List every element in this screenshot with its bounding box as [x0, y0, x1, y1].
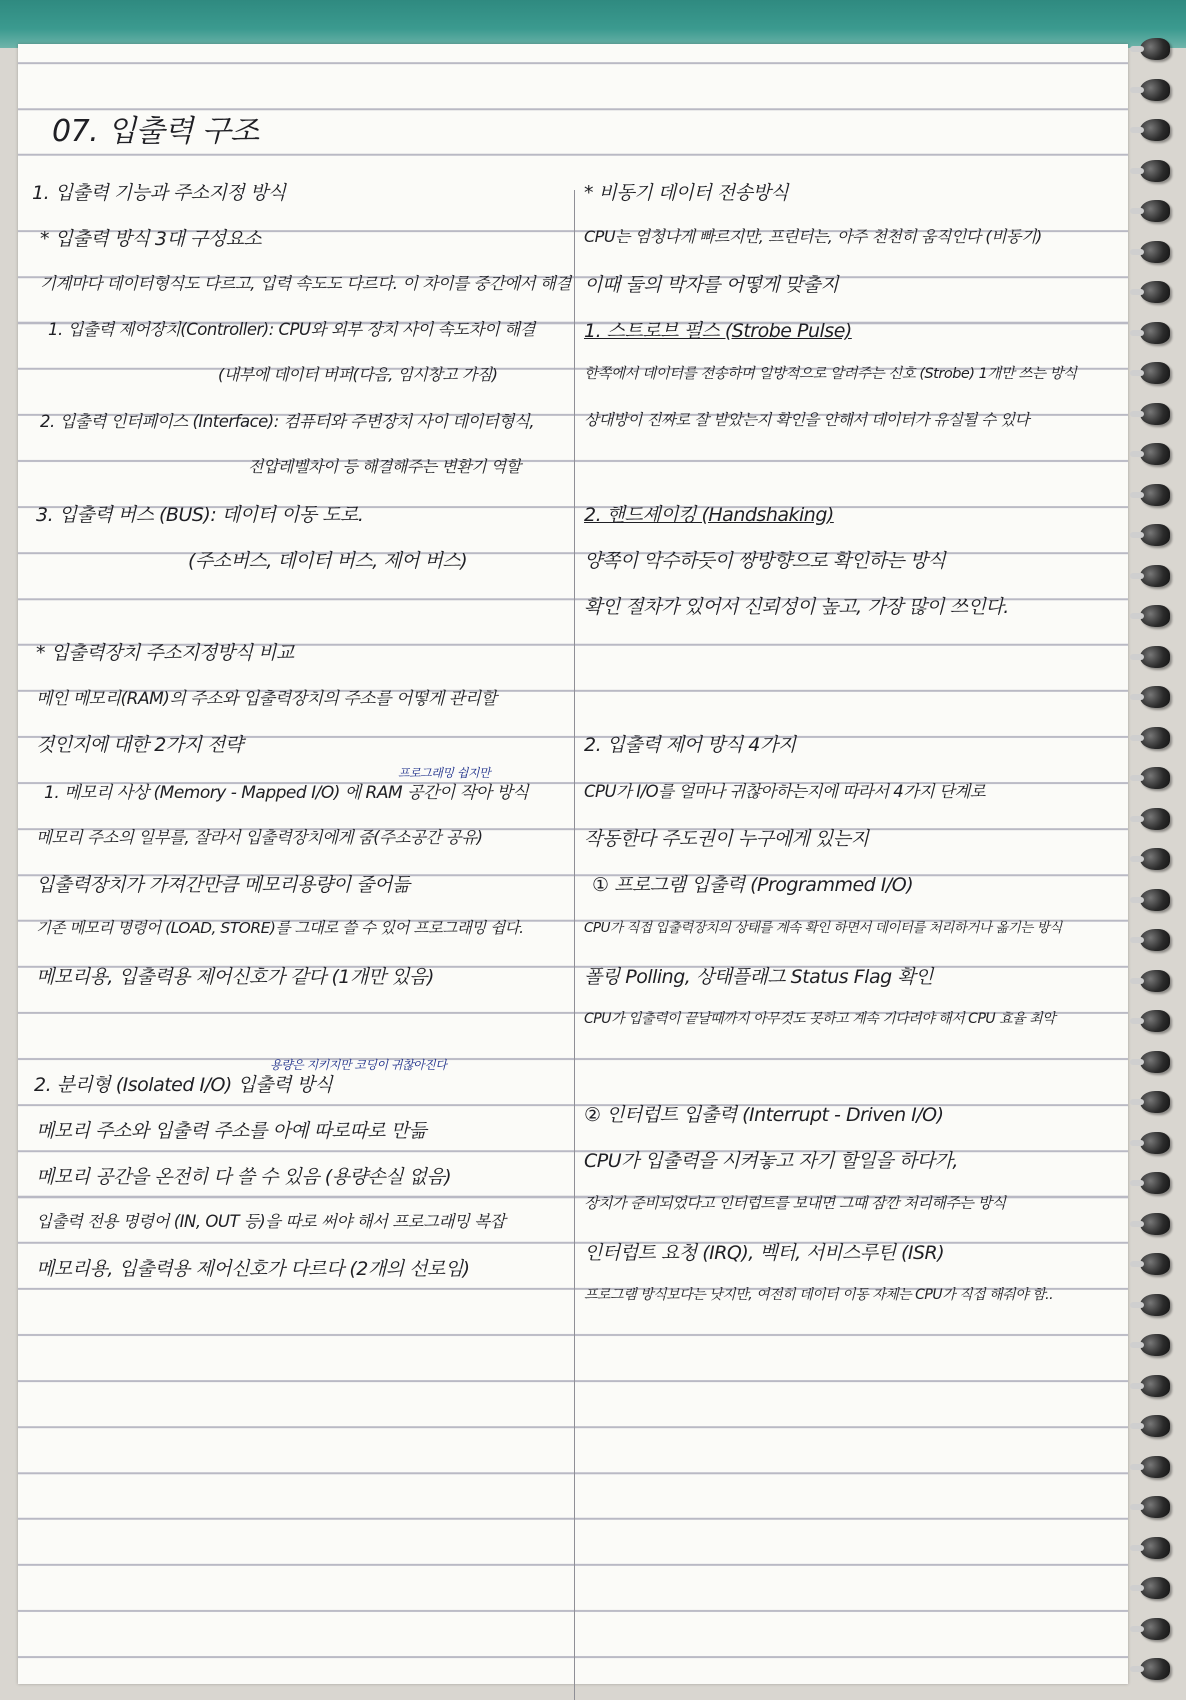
left-memory-mapped-line-b: 입출력장치가 가져간만큼 메모리용량이 줄어듦: [36, 874, 410, 896]
left-section2-line2: 것인지에 대한 2가지 전략: [36, 734, 243, 756]
binding-ring: [1140, 646, 1170, 668]
binding-ring: [1140, 848, 1170, 870]
binding-ring: [1140, 1415, 1170, 1437]
left-memory-mapped-line-c: 기존 메모리 명령어 (LOAD, STORE)를 그대로 쓸 수 있어 프로그래밍 쉽다.: [36, 919, 524, 937]
binding-ring: [1140, 929, 1170, 951]
binding-ring: [1140, 241, 1170, 263]
left-item-controller: 1. 입출력 제어장치(Controller): CPU와 외부 장치 사이 속도차이 해결: [48, 320, 535, 339]
binding-ring: [1140, 767, 1170, 789]
binding-ring: [1140, 403, 1170, 425]
right-programmed-line-a: CPU가 직접 입출력장치의 상태를 계속 확인 하면서 데이터를 처리하거나 옮기는 방식: [584, 920, 1062, 936]
binding-ring: [1140, 565, 1170, 587]
right-interrupt-line-c: 인터럽트 요청 (IRQ), 벡터, 서비스루틴 (ISR): [584, 1242, 945, 1264]
left-memory-mapped-line-a: 메모리 주소의 일부를, 잘라서 입출력장치에게 줌(주소공간 공유): [36, 828, 483, 847]
right-section1-intro1: CPU는 엄청나게 빠르지만, 프린터는, 아주 천천히 움직인다 (비동기): [584, 227, 1042, 246]
binding-ring: [1140, 1334, 1170, 1356]
left-isolated-line-d: 메모리용, 입출력용 제어신호가 다르다 (2개의 선로임): [36, 1258, 470, 1280]
right-section2-intro2: 작동한다 주도권이 누구에게 있는지: [584, 828, 869, 850]
right-interrupt-heading: ② 인터럽트 입출력 (Interrupt - Driven I/O): [584, 1104, 944, 1126]
binding-ring: [1140, 322, 1170, 344]
binding-ring: [1140, 889, 1170, 911]
left-isolated-line-b: 메모리 공간을 온전히 다 쓸 수 있음 (용량손실 없음): [36, 1166, 452, 1188]
right-programmed-line-c: CPU가 입출력이 끝날때까지 아무것도 못하고 계속 기다려야 해서 CPU 효율 최악: [584, 1011, 1056, 1027]
binding-ring: [1140, 808, 1170, 830]
binding-ring: [1140, 1375, 1170, 1397]
binding-ring: [1140, 727, 1170, 749]
right-strobe-heading: 1. 스트로브 펄스 (Strobe Pulse): [584, 320, 852, 342]
right-section1-intro2: 이때 둘의 박자를 어떻게 맞출지: [584, 274, 839, 296]
left-section1-heading: 1. 입출력 기능과 주소지정 방식: [32, 182, 286, 204]
left-isolated-line-a: 메모리 주소와 입출력 주소를 아예 따로따로 만듦: [36, 1120, 427, 1142]
binding-ring: [1140, 484, 1170, 506]
left-memory-mapped-heading: 1. 메모리 사상 (Memory - Mapped I/O) 에 RAM 공간이 작아 방식: [44, 783, 529, 803]
binding-ring: [1140, 1456, 1170, 1478]
binding-ring: [1140, 1172, 1170, 1194]
left-isolated-heading: 2. 분리형 (Isolated I/O) 입출력 방식: [34, 1074, 333, 1096]
left-section1-subheading: * 입출력 방식 3대 구성요소: [40, 228, 262, 250]
left-item-controller-note: (내부에 데이터 버퍼(다음, 임시창고 가짐): [218, 365, 498, 384]
right-programmed-heading: ① 프로그램 입출력 (Programmed I/O): [592, 874, 914, 896]
binding-ring: [1140, 1577, 1170, 1599]
right-strobe-line-a: 한쪽에서 데이터를 전송하며 일방적으로 알려주는 신호 (Strobe) 1개만 쓰는 방식: [584, 366, 1077, 382]
left-memory-mapped-line-d: 메모리용, 입출력용 제어신호가 같다 (1개만 있음): [36, 966, 434, 988]
column-divider: [574, 190, 575, 1700]
right-handshaking-line-b: 확인 절차가 있어서 신뢰성이 높고, 가장 많이 쓰인다.: [584, 596, 1009, 618]
notebook-cover-edge: [0, 0, 1186, 48]
binding-ring: [1140, 686, 1170, 708]
right-interrupt-line-b: 장치가 준비되었다고 인터럽트를 보내면 그때 잠깐 처리해주는 방식: [584, 1194, 1006, 1212]
binding-ring: [1140, 605, 1170, 627]
binding-ring: [1140, 1010, 1170, 1032]
binding-ring: [1140, 1496, 1170, 1518]
binding-ring: [1140, 1091, 1170, 1113]
binding-ring: [1140, 1537, 1170, 1559]
page-title: 07. 입출력 구조: [52, 114, 259, 149]
binding-ring: [1140, 1051, 1170, 1073]
binding-ring: [1140, 1132, 1170, 1154]
right-interrupt-line-a: CPU가 입출력을 시켜놓고 자기 할일을 하다가,: [584, 1150, 958, 1172]
binding-ring: [1140, 79, 1170, 101]
binding-ring: [1140, 443, 1170, 465]
left-isolated-annotation: 용량은 지키지만 코딩이 귀찮아진다: [270, 1058, 447, 1072]
right-interrupt-line-d: 프로그램 방식보다는 낫지만, 여전히 데이터 이동 자체는 CPU가 직접 해줘야 함..: [584, 1287, 1054, 1303]
left-section2-heading: * 입출력장치 주소지정방식 비교: [36, 642, 294, 664]
left-item-bus-note: (주소버스, 데이터 버스, 제어 버스): [188, 550, 468, 572]
right-section2-intro1: CPU가 I/O를 얼마나 귀찮아하는지에 따라서 4가지 단계로: [584, 782, 986, 801]
binding-ring: [1140, 1294, 1170, 1316]
binding-ring: [1140, 362, 1170, 384]
binding-ring: [1140, 524, 1170, 546]
binding-ring: [1140, 281, 1170, 303]
right-handshaking-line-a: 양쪽이 악수하듯이 쌍방향으로 확인하는 방식: [584, 550, 946, 572]
left-item-bus: 3. 입출력 버스 (BUS): 데이터 이동 도로.: [36, 504, 364, 526]
left-section2-line1: 메인 메모리(RAM)의 주소와 입출력장치의 주소를 어떻게 관리할: [36, 689, 497, 709]
right-programmed-line-b: 폴링 Polling, 상태플래그 Status Flag 확인: [584, 966, 933, 988]
left-isolated-line-c: 입출력 전용 명령어 (IN, OUT 등)을 따로 써야 해서 프로그래밍 복잡: [36, 1212, 506, 1231]
right-section2-heading: 2. 입출력 제어 방식 4가지: [584, 734, 796, 756]
binding-ring: [1140, 970, 1170, 992]
binding-ring: [1140, 160, 1170, 182]
binding-ring: [1140, 1213, 1170, 1235]
binding-ring: [1140, 1658, 1170, 1680]
left-memory-mapped-annotation: 프로그래밍 쉽지만: [398, 766, 491, 780]
right-handshaking-heading: 2. 핸드셰이킹 (Handshaking): [584, 504, 834, 526]
right-section1-heading: * 비동기 데이터 전송방식: [584, 182, 789, 204]
notebook-page: [18, 44, 1128, 1684]
spiral-binding: [1126, 0, 1186, 1684]
right-strobe-line-b: 상대방이 진짜로 잘 받았는지 확인을 안해서 데이터가 유실될 수 있다: [584, 411, 1030, 429]
left-item-interface-cont: 전압레벨차이 등 해결해주는 변환기 역할: [248, 457, 521, 476]
binding-ring: [1140, 119, 1170, 141]
binding-ring: [1140, 200, 1170, 222]
binding-ring: [1140, 1618, 1170, 1640]
left-item-interface: 2. 입출력 인터페이스 (Interface): 컴퓨터와 주변장치 사이 데이터형식,: [40, 412, 535, 431]
left-section1-intro: 기계마다 데이터형식도 다르고, 입력 속도도 다르다. 이 차이를 중간에서 해결: [40, 274, 571, 293]
binding-ring: [1140, 1253, 1170, 1275]
binding-ring: [1140, 38, 1170, 60]
